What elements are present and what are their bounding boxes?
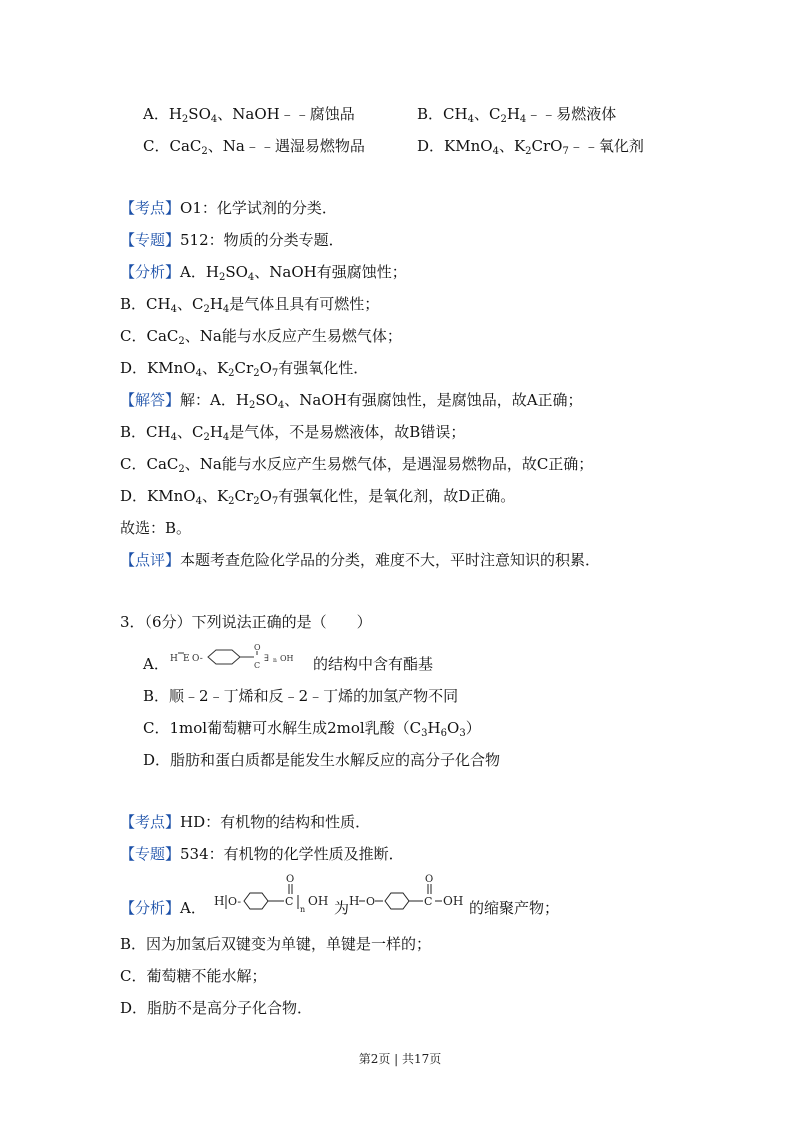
zhuanti-tag: 【专题】 [120,231,181,249]
svg-text:OH: OH [280,654,294,663]
q3-option-d: D．脂肪和蛋白质都是能发生水解反应的高分子化合物 [143,751,501,769]
q3-fenxi-d: D．脂肪不是高分子化合物． [120,999,313,1017]
structure-image-a [168,640,313,674]
jieda-tag: 【解答】 [120,391,181,409]
svg-text:O: O [366,895,376,908]
kaodian-tag: 【考点】 [120,199,181,217]
q3-fenxi-c: C．葡萄糖不能水解； [120,967,267,985]
svg-text:H: H [170,654,178,664]
q2-option-c: C．CaC$_2$、Na﹣﹣遇湿易燃物品 [143,137,365,157]
svg-text:OH: OH [443,894,464,908]
q2-jieda-d: D．KMnO$_4$、$K_2Cr_2O_7$有强氧化性，是氧化剂，故D正确。 [120,487,516,507]
svg-text:O: O [254,643,261,652]
q3-option-a-label: A． [143,655,169,673]
svg-text:n: n [273,657,277,664]
polyester-structure-a [168,640,313,678]
q3-fenxi-a-post: 的缩聚产物； [469,899,560,917]
q2-fenxi-c: C．CaC$_2$、Na能与水反应产生易燃气体； [120,327,402,347]
svg-text:H: H [214,894,225,908]
q3-kaodian: 【考点】HD：有机物的结构和性质． [120,813,371,831]
fenxi-tag: 【分析】 [120,263,181,281]
svg-text:O: O [425,874,434,885]
page-footer: 第2页 | 共17页 [358,1052,442,1066]
q2-fenxi-a: 【分析】A．$H_2SO_4$、NaOH有强腐蚀性； [120,263,407,283]
q2-option-d: D．KMnO$_4$、$K_2CrO_7﹣﹣$氧化剂 [417,137,644,157]
svg-text:O-: O- [228,895,242,908]
q2-dianping: 【点评】本题考查危险化学品的分类，难度不大，平时注意知识的积累． [120,551,601,569]
q2-fenxi-d: D．KMnO$_4$、$K_2Cr_2O_7$有强氧化性． [120,359,369,379]
q2-option-a: A．$H_2SO_4$、NaOH﹣﹣腐蚀品 [143,105,355,125]
svg-text:OH: OH [308,894,329,908]
q3-stem: 3．（6分）下列说法正确的是（ ） [120,613,372,631]
monomer-structure-image [349,872,469,916]
q3-option-c: C．1mol葡萄糖可水解生成2mol乳酸$(C_3H_6O_3)$ [143,719,481,739]
zhuanti-tag: 【专题】 [120,845,181,863]
q3-option-a-text: 的结构中含有酯基 [313,655,434,673]
q2-jieda-b: B．$CH_4$、$C_2H_4$是气体，不是易燃液体，故B错误； [120,423,466,443]
q2-fenxi-b: B．$CH_4$、$C_2H_4$是气体且具有可燃性； [120,295,380,315]
monomer-structure-analysis [349,872,469,920]
svg-text:C: C [254,661,261,670]
q3-zhuanti: 【专题】534：有机物的化学性质及推断． [120,845,404,863]
polyester-structure-analysis [214,872,334,920]
q2-kaodian: 【考点】O1：化学试剂的分类． [120,199,337,217]
q3-fenxi-b: B．因为加氢后双键变为单键，单键是一样的； [120,935,432,953]
dianping-tag: 【点评】 [120,551,181,569]
svg-text:O-: O- [192,654,203,664]
q3-option-b: B．顺﹣2﹣丁烯和反﹣2﹣丁烯的加氢产物不同 [143,687,459,705]
q3-fenxi-a-mid: 为 [334,899,350,917]
q2-answer: 故选：B。 [120,519,192,537]
svg-text:C: C [424,895,433,908]
svg-text:H: H [349,894,360,908]
svg-text:∃: ∃ [264,654,269,664]
q2-jieda-c: C．CaC$_2$、Na能与水反应产生易燃气体，是遇湿易燃物品，故C正确； [120,455,594,475]
svg-text:C: C [285,895,294,908]
svg-text:O: O [286,874,295,885]
q2-jieda-a: 【解答】解：A．$H_2SO_4$、NaOH有强腐蚀性，是腐蚀品，故A正确； [120,391,583,411]
kaodian-tag: 【考点】 [120,813,181,831]
q2-option-b: B．$CH_4$、$C_2H_4﹣﹣$易燃液体 [417,105,617,125]
svg-text:n: n [300,905,306,914]
q2-zhuanti: 【专题】512：物质的分类专题． [120,231,344,249]
polymer-structure-image [214,872,334,916]
svg-text:E: E [183,654,190,664]
fenxi-tag: 【分析】 [120,899,181,917]
q3-fenxi-a-start: 【分析】A． [120,899,206,917]
